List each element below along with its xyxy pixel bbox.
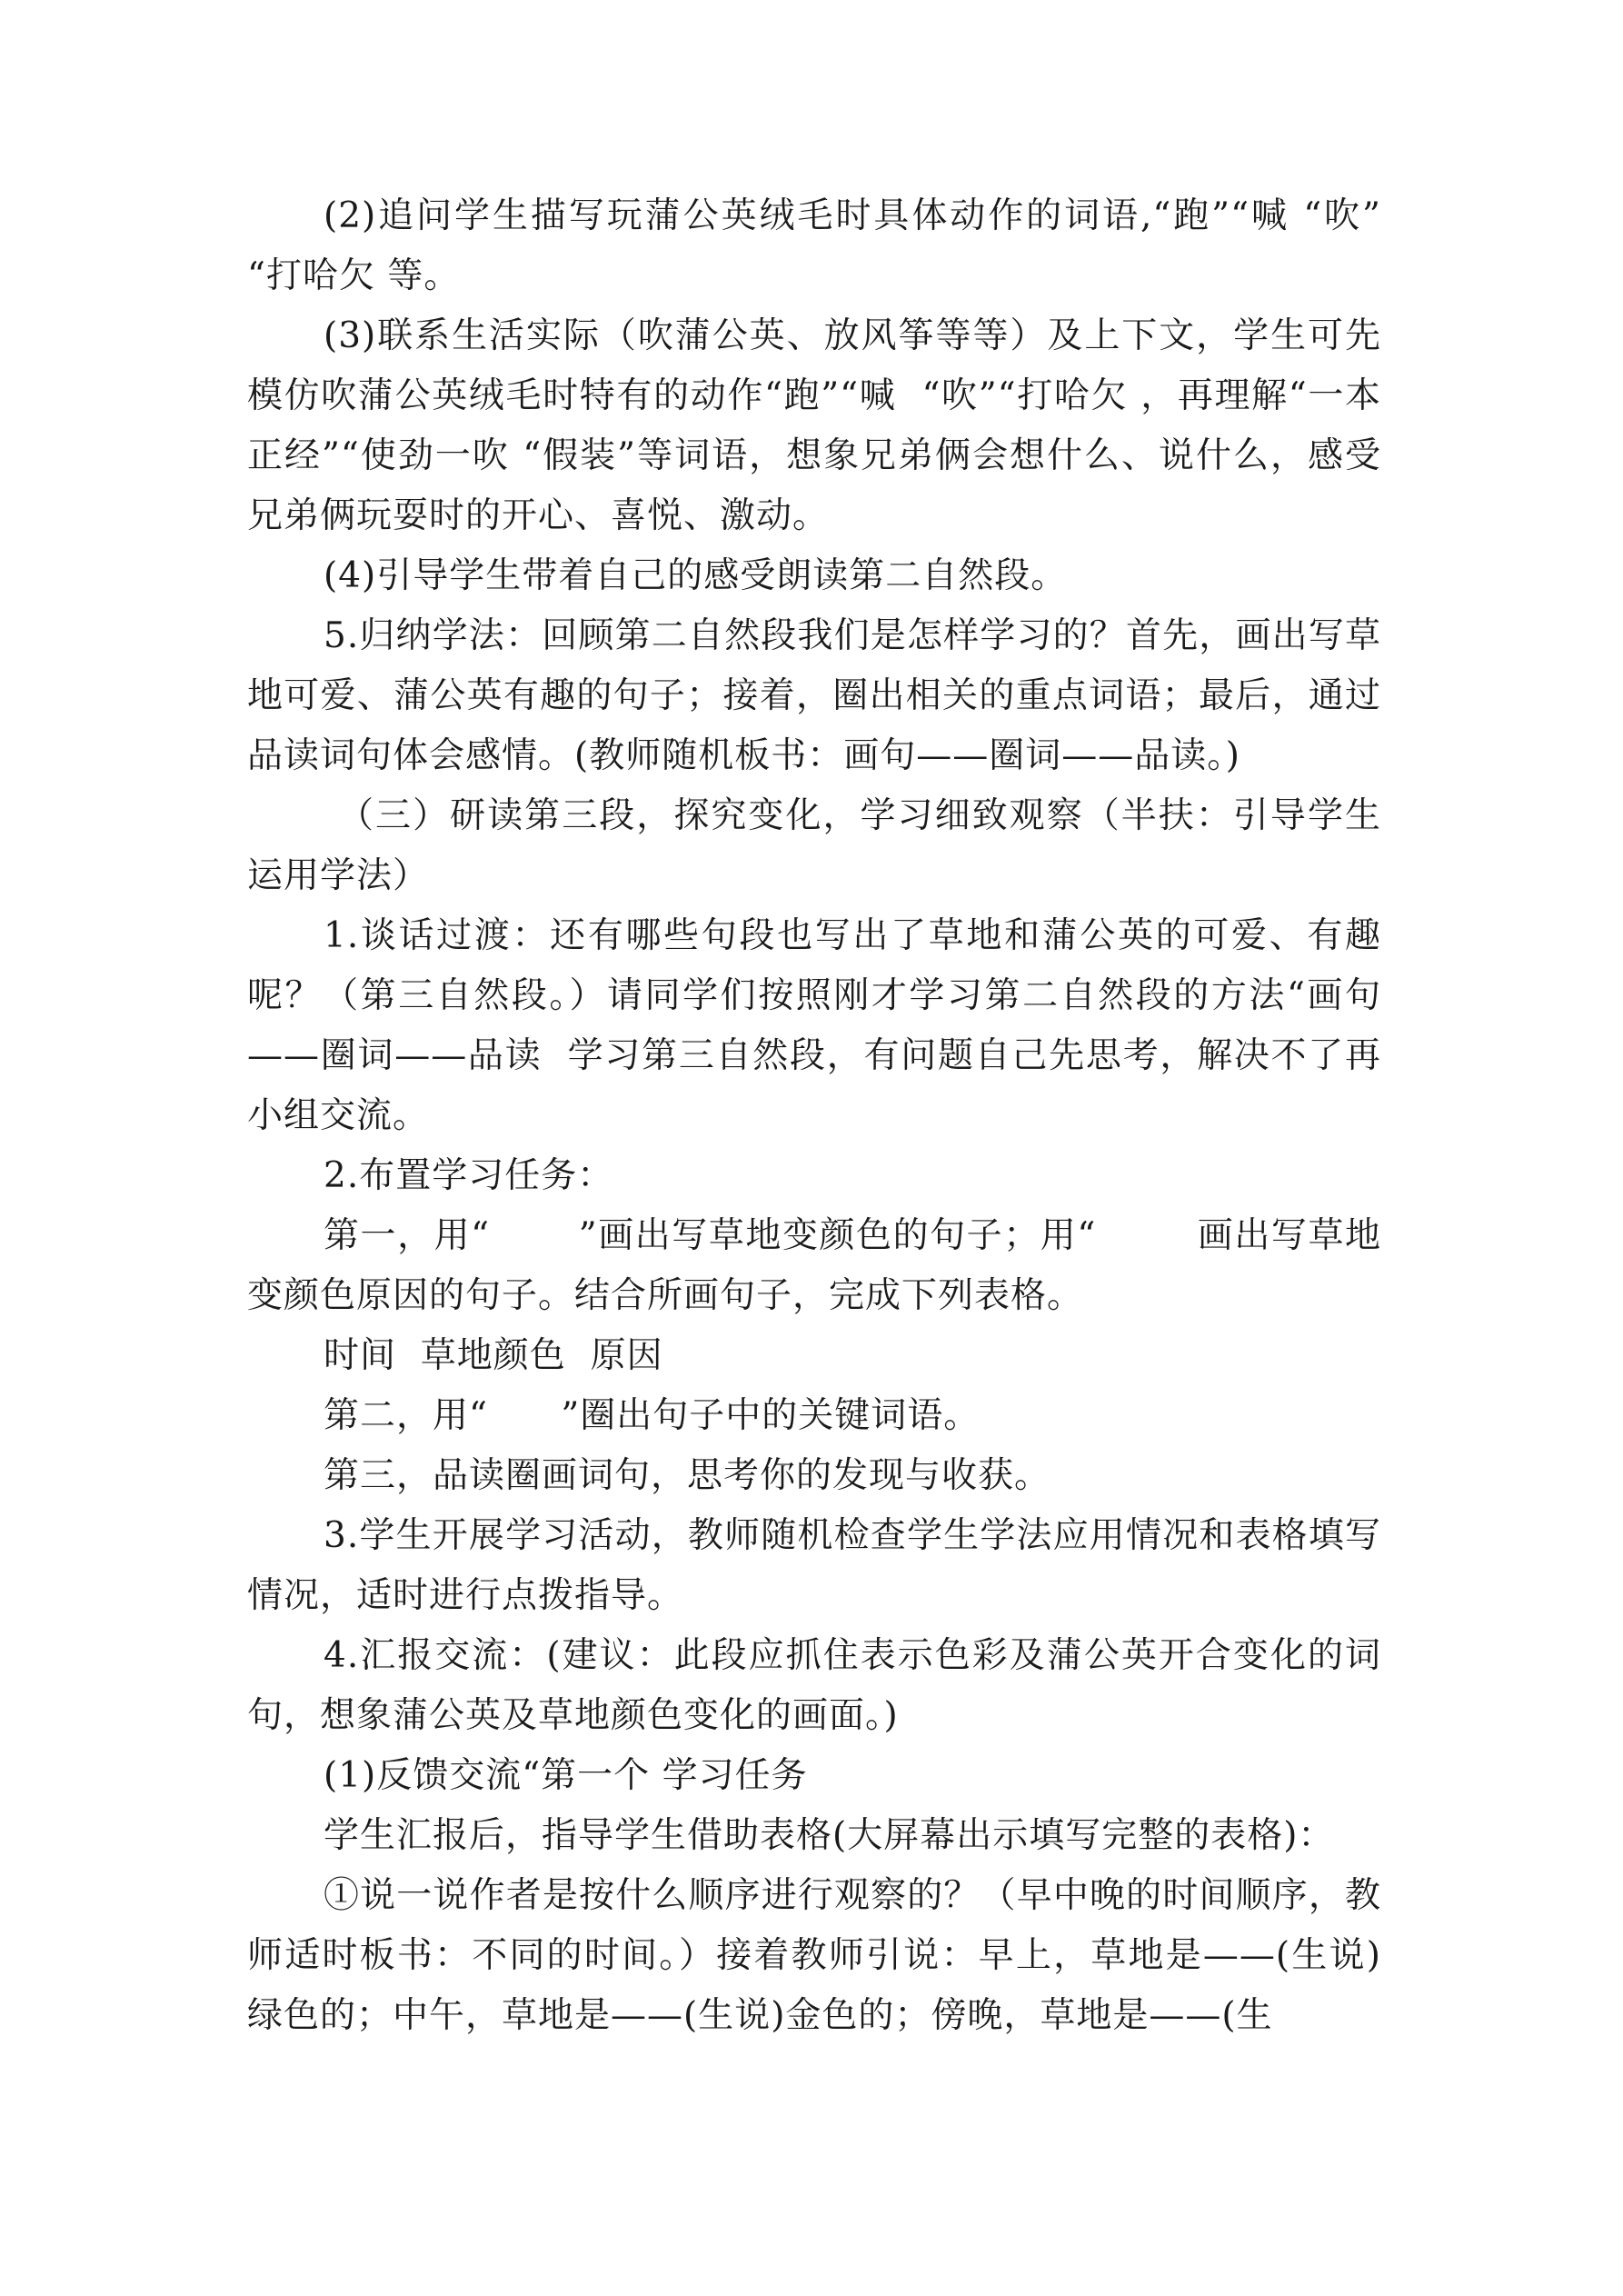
paragraph-feedback-first-task: (1)反馈交流“第一个 学习任务 [324, 1755, 808, 1796]
paragraph-transition-talk: 1.谈话过渡：还有哪些句段也写出了草地和蒲公英的可爱、有趣呢？（第三自然段。）请同学们按照刚才学习第二自然段的方法“画句——圈词——品读 学习第三自然段，有问题自己先思考，解决不了再小组交流。 [247, 915, 1381, 1136]
paragraph-summarize-method: 5.归纳学法：回顾第二自然段我们是怎样学习的？首先，画出写草地可爱、蒲公英有趣的句子；接着，圈出相关的重点词语；最后，通过品读词句体会感情。(教师随机板书：画句——圈词——品读。) [247, 615, 1381, 776]
table-header-line: 时间 草地颜色 原因 [324, 1335, 663, 1376]
paragraph-learning-activity: 3.学生开展学习活动，教师随机检查学生学法应用情况和表格填写情况，适时进行点拨指导。 [247, 1515, 1381, 1616]
paragraph-3-life-context: (3)联系生活实际（吹蒲公英、放风筝等等）及上下文，学生可先模仿吹蒲公英绒毛时特有的动作“跑”“喊 “吹”“打哈欠 ，再理解“一本正经”“使劲一吹 “假装”等词语，想象兄弟俩会想什么、说什么，感受兄弟俩玩耍时的开心、喜悦、激动。 [247, 315, 1381, 536]
paragraph-observation-order: ①说一说作者是按什么顺序进行观察的？（早中晚的时间顺序，教师适时板书：不同的时间。）接着教师引说：早上，草地是——(生说)绿色的；中午，草地是——(生说)金色的；傍晚，草地是——(生 [247, 1875, 1381, 2036]
paragraph-student-report: 学生汇报后，指导学生借助表格(大屏幕出示填写完整的表格)： [324, 1815, 1335, 1856]
paragraph-report-exchange: 4.汇报交流：(建议：此段应抓住表示色彩及蒲公英开合变化的词句，想象蒲公英及草地颜色变化的画面。) [247, 1635, 1381, 1736]
paragraph-4-read-aloud: (4)引导学生带着自己的感受朗读第二自然段。 [324, 555, 1068, 596]
paragraph-2-action-words: (2)追问学生描写玩蒲公英绒毛时具体动作的词语,“跑”“喊 “吹” “打哈欠 等。 [247, 195, 1394, 296]
paragraph-task-two: 第二，用“ ”圈出句子中的关键词语。 [324, 1395, 981, 1436]
paragraph-assign-tasks: 2.布置学习任务： [324, 1155, 614, 1196]
section-three-heading: （三）研读第三段，探究变化，学习细致观察（半扶：引导学生运用学法） [247, 795, 1381, 896]
paragraph-task-three: 第三，品读圈画词句，思考你的发现与收获。 [324, 1455, 1051, 1496]
paragraph-task-one: 第一，用“ ”画出写草地变颜色的句子；用“ 画出写草地变颜色原因的句子。结合所画句子，完成下列表格。 [247, 1215, 1381, 1316]
document-body [247, 186, 1394, 2046]
